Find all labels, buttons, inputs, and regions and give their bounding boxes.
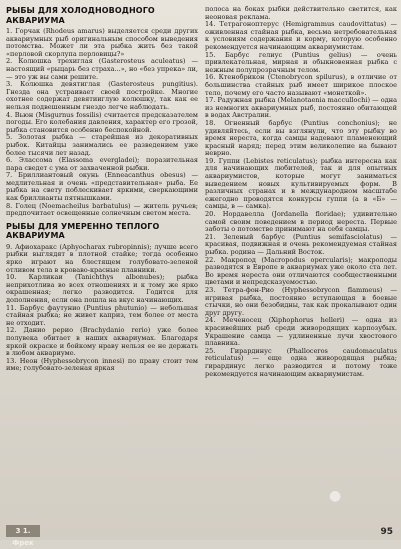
fish-entry: 24. Меченосец (Xiphophorus helleri) — одна из красивейших рыб среди живородящих карпозубых. Украшение самца — удлиненные лучи хвостового плавника. xyxy=(205,316,397,348)
fish-entry: 21. Зеленый барбус (Puntius semifasciolatus) — красивая, подвижная и очень рекомендуемая стайная рыбка. родина — Дальний Восток. xyxy=(205,232,397,256)
fish-entry: 6. Элассома (Elassoma evergladei); поразительная пара сведет с ума от захваченной рыбки. xyxy=(6,156,198,172)
right-column xyxy=(205,6,397,378)
fish-entry: 22. Макропод (Macropodus opercularis); макроподы разводятся в Европе в аквариумах уже около ста лет. Во время нереста они отличаются сообщественными цветами и непредсказуемостью. xyxy=(205,255,397,287)
fish-entry: 4. Вьюн (Misgurnus fossilis) считается предсказателем погоды. Его колебания давления, характер его грозой, рыбка становится особенно беспокойной. xyxy=(6,110,198,134)
fish-entry: 13. Неон (Hyphessobrycon innesi) по праву стоит тем име; голубовато-зеленая яркая xyxy=(6,356,198,373)
fish-entry: 11. Барбус фаутунио (Puntius phutunio) — небольшая стайная рыбка; не живет каприз, тем более от места не отходит. xyxy=(6,303,198,327)
page-number: 95 xyxy=(380,527,393,537)
fish-entry: 17. Радужная рыбка (Melanotaenia maccullochi) — одна из немногих аквариумных рыб, постоянно обитающей в водах Австралии. xyxy=(205,96,397,120)
fish-entry: 23. Тетра-фон-Рио (Hyphessobrycon flammeus) — игривая рыбка, постоянно вступающая в боевые стычки, но они безобидны, так как прокалывают один друг другу. xyxy=(205,285,397,317)
section-heading-cold: РЫБЫ ДЛЯ ХОЛОДНОВОДНОГО АКВАРИУМА xyxy=(6,6,155,25)
fish-entry: 10. Карликаи (Tanichthys albonubes); рыбка неприхотлива во всех отношениях и к тому же ярко окрашенная; легко разводится. Годится для дополнения, если она пошла на вкус начинающих. xyxy=(6,273,198,304)
fish-entry: 5. Золотая рыбка — старейшая из декоративных рыбок. Китайцы занимались ее разведением уже более тысячи лет назад. xyxy=(6,133,198,157)
fish-entry: 2. Колюшка трехиглая (Gasterosteus aculeatus) — настоящий «рыцарь без страха...», но «без упрека» ли, — это уж вы сами решите. xyxy=(6,57,198,81)
page-footer xyxy=(0,522,401,547)
fish-entry: полоса на боках рыбки действительно светится, как неоновая реклама. xyxy=(205,5,397,21)
fish-entry: 1. Горчак (Rhodeus amarus) выделяется среди других аквариумных рыб оригинальным способом выведения потомства. Может ли эта рыбка жить без такой «перловой скорлупа перловицы?» xyxy=(6,27,198,58)
warm-water-fish-list xyxy=(6,244,198,373)
fish-entry: 19. Гуппи (Lebistes reticulatus); рыбка интересна как для начинающих любителей, так и для опытных аквариумистов, которые могут заниматься выведением новых культивируемых форм. В различных странах и в международном масштабе ежегодно проводятся конкурсы гуппи (а в «Б» — самцы, в — самка). xyxy=(205,156,397,211)
fish-entry: 18. Огненный барбус (Puntius conchonius); не удивляйтесь, если вы взглянули, что эту рыбку во время нереста, когда самцы надевают пламенеющий красный наряд; перед этим великолепие на бывают неврно. xyxy=(205,118,397,158)
cold-water-fish-list xyxy=(6,28,198,218)
fish-entry: 14. Тетрагоноптерус (Hemigrammus caudovittatus) — оживленная стайная рыбка, весьма нетребовательная к условиям содержания и корму, которую особенно рекомендуется начинающим аквариумистам. xyxy=(205,20,397,51)
fish-entry: 8. Голец (Noemacheilus barbatulus) — житель ручьев; предпочитает освещенные солнечным светом места. xyxy=(6,201,198,218)
fish-entry: 20. Нордавелла (Jordanella floridae); удивительно самой своим поведением в период нереста. Первые заботы о потомстве принимают на себя самцы. xyxy=(205,210,397,234)
fish-entry: 25. Гирардинус (Phalloceros caudomaculatus reticulatus) — еще одна живородящая рыбка; гирардинус легко разводится и потому тоже рекомендуется начинающим аквариумистам. xyxy=(205,346,397,378)
fish-entry: 12. Данио рерио (Brachydanio rerio) уже более полувека обитает в наших аквариумах. Благодаря яркой окраске и бойкому нраву нельзя ее не держать в любом аквариуме. xyxy=(6,326,198,358)
fish-entry: 3. Колюшка девятиглая (Gasterosteus pungitius). Гнезда она устраивает своей постройке. Многие охотнее содержат девятииглую колюшку, так как ее нельзя подвешенным гнездо легче наблюдать. xyxy=(6,80,198,111)
section-heading-warm: РЫБЫ ДЛЯ УМЕРЕННО ТЕПЛОГО АКВАРИУМА xyxy=(6,221,160,241)
fish-description-list xyxy=(205,6,397,378)
fish-entry: 9. Афиохаракс (Aphyocharax rubropinnis); лучше всего рыбки выглядят в плотной стайке; тогда особенно ярко играют на блестящем голубовато-зеленой отливом тела в кроваво-красные плавники. xyxy=(6,242,198,274)
footer-tab: 3 1. Фрек xyxy=(6,525,40,537)
fish-entry: 15. Барбус гелиус (Puntius gelius) — очень привлекательная, мирная и обыкновенная рыбка с нежным полупрозрачным телом. xyxy=(205,50,397,74)
watermark-logo: ● xyxy=(329,488,342,504)
fish-entry: 7. Бриллиантовый окунь (Enneacanthus obesus) — медлительная и очень «представительная» рыба. Ее рыбка на свету поблескивает яркими, сверкающими как бриллианты пятнышками. xyxy=(6,171,198,203)
left-column xyxy=(6,6,198,373)
fish-entry: 16. Ктенобрикон (Ctenobrycon spilurus), в отличие от большинства стайных рыб имеет ширикое плоское тело, почему его часто называют «монеткой». xyxy=(205,73,397,97)
